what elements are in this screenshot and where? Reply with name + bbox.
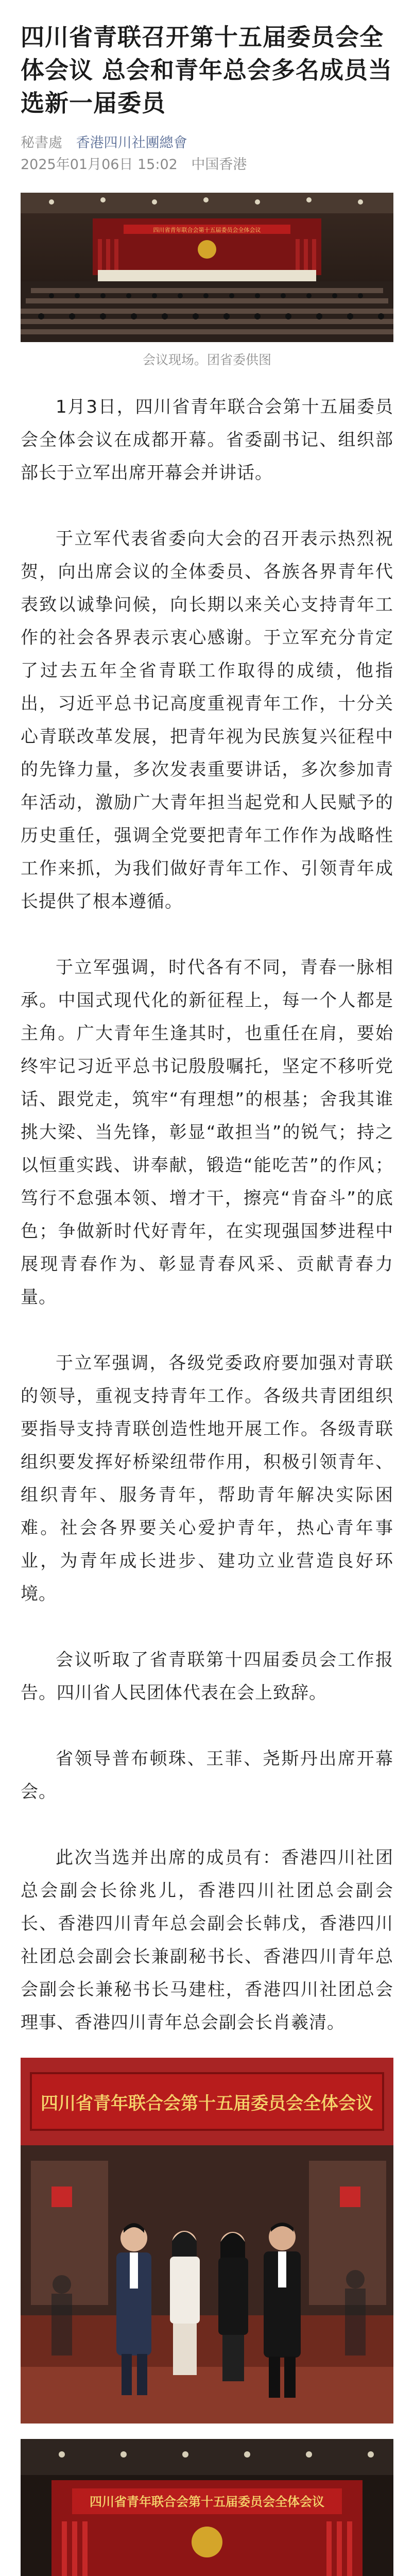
- figure-meeting-hall: [21, 193, 393, 370]
- photo-caption: 会议现场。团省委供图: [142, 352, 271, 367]
- stage-photo[interactable]: [21, 2439, 393, 2576]
- person-3: [218, 2232, 248, 2381]
- article-meta-row2: [21, 155, 393, 175]
- person-2: [170, 2231, 200, 2375]
- article-author: 秘書處: [21, 135, 62, 151]
- group-photo[interactable]: [21, 2058, 393, 2424]
- paragraph-7: 此次当选并出席的成员有：香港四川社团总会副会长徐兆儿，香港四川社团总会副会长、香港四川青年总会副会长韩戊，香港四川社团总会副会长兼副秘书长、香港四川青年总会副会长兼秘书长马建柱，香港四川社团总会理事、香港四川青年总会副会长肖羲清。: [21, 1848, 393, 2033]
- paragraph-2: 于立军代表省委向大会的召开表示热烈祝贺，向出席会议的全体委员、各族各界青年代表致以诚挚问候，向长期以来关心支持青年工作的社会各界表示衷心感谢。于立军充分肯定了过去五年全省青联工作取得的成绩，他指出，习近平总书记高度重视青年工作，十分关心青联改革发展，把青年视为民族复兴征程中的先锋力量，多次发表重要讲话，多次参加青年活动，激励广大青年担当起党和人民赋予的历史重任，强调全党要把青年工作作为战略性工作来抓，为我们做好青年工作、引领青年成长提供了根本遵循。: [21, 529, 393, 912]
- paragraph-5: 会议听取了省青联第十四届委员会工作报告。四川省人民团体代表在会上致辞。: [21, 1650, 393, 1703]
- stage-banner-text: 四川省青年联合会第十五届委员会全体会议: [90, 2494, 324, 2509]
- account-name-link[interactable]: 香港四川社團總會: [76, 135, 187, 151]
- hall-banner-text: 四川省青年联合会第十五届委员会全体会议: [153, 227, 261, 233]
- meeting-hall-image: [21, 193, 393, 342]
- paragraph-1: 1月3日，四川省青年联合会第十五届委员会全体会议在成都开幕。省委副书记、组织部部长于立军出席开幕会并讲话。: [21, 397, 393, 483]
- figure-group-photo: [21, 2058, 393, 2424]
- article-meta: [21, 133, 393, 154]
- figure-stage: [21, 2439, 393, 2576]
- paragraph-4: 于立军强调，各级党委政府要加强对青联的领导，重视支持青年工作。各级共青团组织要指导支持青联创造性地开展工作。各级青联组织要发挥好桥梁纽带作用，积极引领青年、组织青年、服务青年，帮助青年解决实际困难。社会各界要关心爱护青年，热心青年事业，为青年成长进步、建功立业营造良好环境。: [21, 1353, 393, 1604]
- group-photo-image: [21, 2058, 393, 2424]
- meeting-hall-photo[interactable]: [21, 193, 393, 342]
- publish-location: 中国香港: [191, 157, 247, 173]
- publish-datetime: 2025年01月06日 15:02: [21, 157, 178, 173]
- stage-image: [21, 2439, 393, 2576]
- group-banner-text: 四川省青年联合会第十五届委员会全体会议: [41, 2093, 373, 2114]
- paragraph-3: 于立军强调，时代各有不同，青春一脉相承。中国式现代化的新征程上，每一个人都是主角。广大青年生逢其时，也重任在肩，要始终牢记习近平总书记殷殷嘱托，坚定不移听党话、跟党走，筑牢“有理想”的根基；舍我其谁挑大梁、当先锋，彰显“敢担当”的锐气；持之以恒重实践、讲奉献，锻造“能吃苦”的作风；笃行不怠强本领、增才干，擦亮“肯奋斗”的底色；争做新时代好青年，在实现强国梦进程中展现青春作为、彰显青春风采、贡献青春力量。: [21, 957, 393, 1308]
- article-title: 四川省青联召开第十五届委员会全体会议 总会和青年总会多名成员当选新一届委员: [21, 23, 393, 117]
- paragraph-6: 省领导普布顿珠、王菲、尧斯丹出席开幕会。: [21, 1749, 393, 1802]
